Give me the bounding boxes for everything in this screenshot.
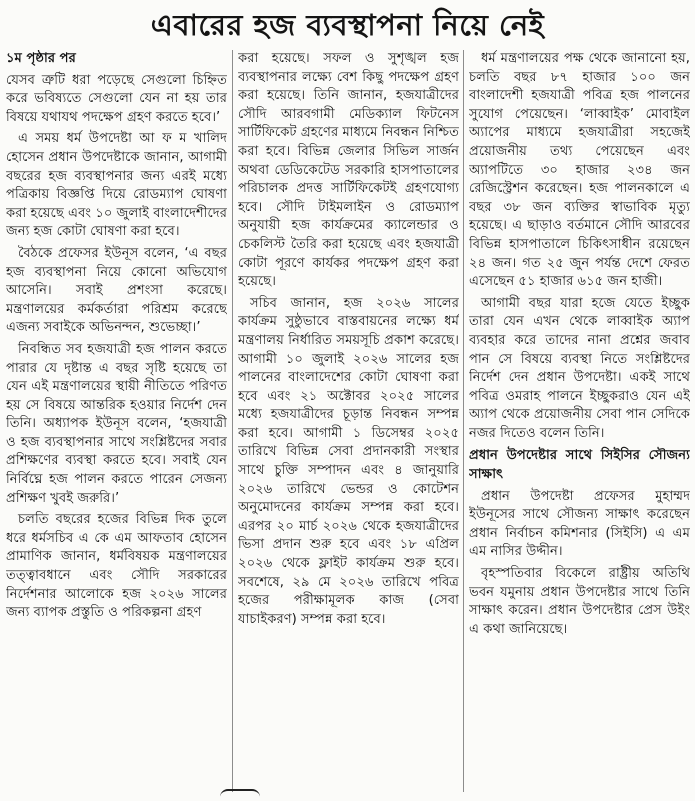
article-paragraph: সচিব জানান, হজ ২০২৬ সালের কার্যক্রম সুষ্ঠুভাবে বাস্তবায়নের লক্ষ্যে ধর্ম মন্ত্রণালয় নির্ধারিত সময়সূচি প্রকাশ করেছে। আগামী ১০ জুলাই ২০২৬ সালের হজ পালনের বাংলাদেশের কোটা ঘোষণা করা হবে এবং ২১ অক্টোবর ২০২৫ সালের মধ্যে হজযাত্রীদের চূড়ান্ত নিবন্ধন সম্পন্ন করা হবে। আগামী ১ ডিসেম্বর ২০২৫ তারিখে বিভিন্ন সেবা প্রদানকারী সংস্থার সাথে চুক্তি সম্পাদন এবং ৪ জানুয়ারি ২০২৬ তারিখে ভেন্ডর ও কোটেশন অনুমোদনের কার্যক্রম সম্পন্ন করা হবে। এরপর ২০ মার্চ ২০২৬ থেকে হজযাত্রীদের ভিসা প্রদান শুরু হবে এবং ১৮ এপ্রিল ২০২৬ থেকে ফ্লাইট কার্যক্রম শুরু হবে। সবশেষে, ২৯ মে ২০২৬ তারিখে পবিত্র হজের পরীক্ষামূলক কাজ (সেবা যাচাইকরণ) সম্পন্ন করা হবে। [238, 295, 459, 627]
column-divider [232, 50, 233, 792]
article-paragraph: নিবন্ধিত সব হজযাত্রী হজ পালন করতে পারার যে দৃষ্টান্ত এ বছর সৃষ্টি হয়েছে তা যেন এই মন্ত্রণালয়ের স্থায়ী নীতিতে পরিণত হয় সে বিষয়ে আন্তরিক হওয়ার নির্দেশ দেন তিনি। অধ্যাপক ইউনূস বলেন, ‘হজযাত্রী ও হজ ব্যবস্থাপনার সাথে সংশ্লিষ্টদের সবার প্রশিক্ষণের ব্যবস্থা করতে হবে। সবাই যেন নির্বিঘ্নে হজ পালন করতে পারেন সেজন্য প্রশিক্ষণ খুবই জরুরি।’ [6, 341, 227, 506]
article-headline: এবারের হজ ব্যবস্থাপনা নিয়ে নেই [150, 8, 545, 42]
article-paragraph: ধর্ম মন্ত্রণালয়ের পক্ষ থেকে জানানো হয়, চলতি বছর ৮৭ হাজার ১০০ জন বাংলাদেশী হজযাত্রী পবিত্র হজ পালনের সুযোগ পেয়েছেন। ‘লাব্বাইক’ মোবাইল অ্যাপের মাধ্যমে হজযাত্রীরা সহজেই প্রয়োজনীয় তথ্য পেয়েছেন এবং অ্যাপটিতে ৩০ হাজার ২৩৪ জন রেজিস্ট্রেশন করেছেন। হজ পালনকালে এ বছর ৩৮ জন ব্যক্তির স্বাভাবিক মৃত্যু হয়েছে। এ ছাড়াও বর্তমানে সৌদি আরবের বিভিন্ন হাসপাতালে চিকিৎসাধীন রয়েছেন ২৪ জন। গত ২৫ জুন পর্যন্ত দেশে ফেরত এসেছেন ৫১ হাজার ৬১৫ জন হাজী। [469, 51, 690, 290]
article-column-2 [238, 50, 459, 790]
article-paragraph: বৃহস্পতিবার বিকেলে রাষ্ট্রীয় অতিথি ভবন যমুনায় প্রধান উপদেষ্টার সাথে তিনি সাক্ষাৎ করেন। প্রধান উপদেষ্টার প্রেস উইং এ কথা জানিয়েছে। [469, 566, 690, 637]
article-column-3 [469, 50, 690, 790]
article-paragraph: প্রধান উপদেষ্টা প্রফেসর মুহাম্মদ ইউনূসের সাথে সৌজন্য সাক্ষাৎ করেছেন প্রধান নির্বাচন কমিশনার (সিইসি) এ এম এম নাসির উদ্দীন। [469, 488, 690, 560]
column-divider [463, 50, 464, 792]
article-paragraph: এ সময় ধর্ম উপদেষ্টা আ ফ ম খালিদ হোসেন প্রধান উপদেষ্টাকে জানান, আগামী বছরের হজ ব্যবস্থাপনার জন্য এরই মধ্যে পত্রিকায় বিজ্ঞপ্তি দিয়ে রোডম্যাপ ঘোষণা করা হয়েছে এবং ১০ জুলাই বাংলাদেশীদের জন্য হজ কোটা ঘোষণা করা হবে। [6, 131, 227, 240]
article-paragraph: বৈঠকে প্রফেসর ইউনূস বলেন, ‘এ বছর হজ ব্যবস্থাপনা নিয়ে কোনো অভিযোগ আসেনি। সবাই প্রশংসা করেছে। মন্ত্রণালয়ের কর্মকর্তারা পরিশ্রম করেছে এজন্য সবাইকে অভিনন্দন, শুভেচ্ছা।’ [6, 245, 227, 336]
article-paragraph: করা হয়েছে। সফল ও সুশৃঙ্খল হজ ব্যবস্থাপনার লক্ষ্যে বেশ কিছু পদক্ষেপ গ্রহণ করা হয়েছে। তিনি জানান, হজযাত্রীদের সৌদি আরবগামী মেডিক্যাল ফিটনেস সার্টিফিকেট গ্রহণের মাধ্যমে নিবন্ধন নিশ্চিত করা হবে। বিভিন্ন জেলার সিভিল সার্জন অথবা ডেডিকেটেড সরকারি হাসপাতালের পরিচালক প্রদত্ত সার্টিফিকেটই গ্রহণযোগ্য হবে। সৌদি টাইমলাইন ও রোডম্যাপ অনুযায়ী হজ কার্যক্রমের ক্যালেন্ডার ও চেকলিস্ট তৈরি করা হয়েছে এবং হজযাত্রী কোটা পূরণে কার্যকর পদক্ষেপ গ্রহণ করা হয়েছে। [238, 51, 459, 290]
next-article-fragment [220, 789, 260, 801]
article-paragraph: যেসব ত্রুটি ধরা পড়েছে সেগুলো চিহ্নিত করে ভবিষ্যতে সেগুলো যেন না হয় তার বিষয়ে যথাযথ পদক্ষেপ গ্রহণ করতে হবে।’ [6, 72, 227, 125]
article-subheading: প্রধান উপদেষ্টার সাথে সিইসির সৌজন্য সাক্ষাৎ [469, 448, 690, 483]
article-column-1 [6, 50, 227, 790]
article-paragraph: চলতি বছরের হজের বিভিন্ন দিক তুলে ধরে ধর্মসচিব এ কে এম আফতাব হোসেন প্রামাণিক জানান, ধর্মবিষয়ক মন্ত্রণালয়ের তত্ত্বাবধানে এবং সৌদি সরকারের নির্দেশনার আলোকে হজ ২০২৬ সালের জন্য ব্যাপক প্রস্তুতি ও পরিকল্পনা গ্রহণ [6, 512, 227, 621]
continued-from-label: ১ম পৃষ্ঠার পর [6, 51, 76, 66]
article-paragraph: আগামী বছর যারা হজে যেতে ইচ্ছুক তারা যেন এখন থেকে লাব্বাইক অ্যাপ ব্যবহার করে তাদের নানা প্রশ্নের জবাব পান সে বিষয়ে ব্যবস্থা নিতে সংশ্লিষ্টদের নির্দেশ দেন প্রধান উপদেষ্টা। একই সাথে পবিত্র ওমরাহ পালনে ইচ্ছুকরাও যেন এই অ্যাপ থেকে প্রয়োজনীয় সেবা পান সেদিকে নজর দিতেও বলেন তিনি। [469, 295, 690, 441]
